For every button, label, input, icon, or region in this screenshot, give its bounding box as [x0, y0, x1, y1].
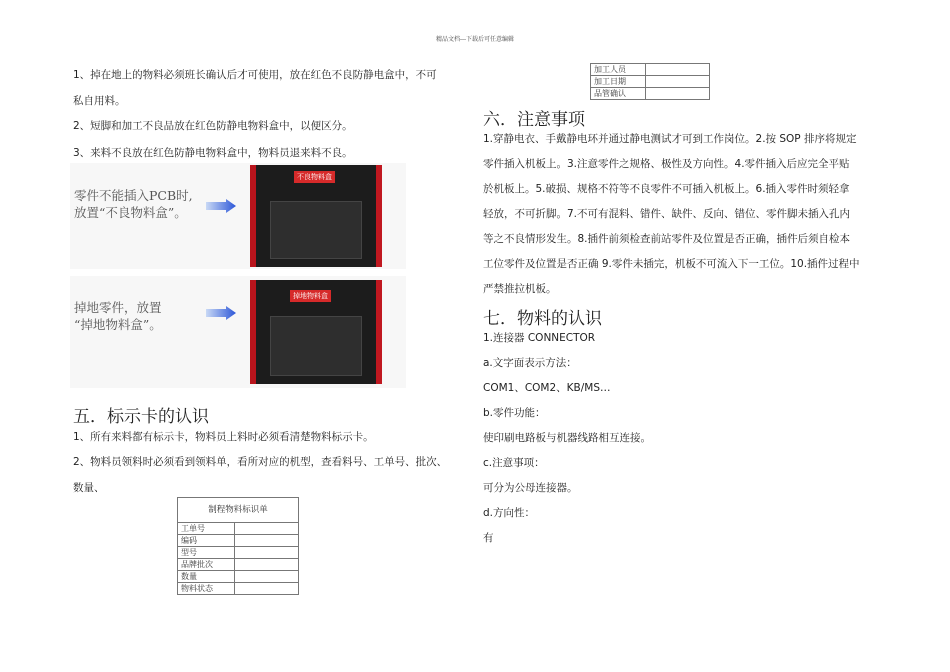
card-field-label: 品牌批次	[178, 559, 235, 571]
section-7-heading: 七．物料的认识	[483, 309, 602, 329]
caption-line-1: 零件不能插入PCB时,	[74, 188, 193, 203]
paragraph-5: 2、物料员领料时必须看到领料单，看所对应的机型，查看料号、工单号、批次、	[73, 456, 448, 468]
caption-line-2: “掉地物料盒”。	[74, 317, 162, 332]
card-field-label: 型号	[178, 547, 235, 559]
defect-box-image	[70, 163, 406, 269]
paragraph-5-cont: 数量、	[73, 482, 105, 494]
material-item: 使印刷电路板与机器线路相互连接。	[483, 432, 651, 444]
material-id-card	[177, 497, 299, 595]
processing-table	[590, 63, 710, 100]
note-line: 於机板上。5.破损、规格不符等不良零件不可插入机板上。6.插入零件时须轻拿	[483, 183, 850, 195]
paragraph-4: 1、所有来料都有标示卡，物料员上料时必须看清楚物料标示卡。	[73, 431, 374, 443]
page-header: 精品文档---下载后可任意编辑	[435, 36, 515, 43]
note-line: 工位零件及位置是否正确 9.零件未插完，机板不可流入下一工位。10.插件过程中	[483, 258, 860, 270]
card-field-label: 工单号	[178, 523, 235, 535]
paragraph-1: 1、掉在地上的物料必须班长确认后才可使用，放在红色不良防静电盒中，不可	[73, 69, 437, 81]
card-field-value	[235, 583, 299, 595]
processing-field-value	[646, 88, 710, 100]
material-item: 有	[483, 532, 494, 544]
dropped-box-photo	[250, 280, 382, 384]
card-field-value	[235, 547, 299, 559]
material-item: 1.连接器 CONNECTOR	[483, 332, 596, 344]
note-line: 等之不良情形发生。8.插件前须检查前站零件及位置是否正确，插件后须自检本	[483, 233, 851, 245]
section-5-heading: 五．标示卡的认识	[73, 407, 209, 427]
card-field-value	[235, 571, 299, 583]
caption-line-1: 掉地零件，放置	[74, 300, 162, 315]
arrow-right-icon	[206, 199, 236, 213]
box-label: 不良物料盒	[294, 171, 335, 183]
material-item: b.零件功能：	[483, 407, 546, 419]
material-item: d.方向性：	[483, 507, 536, 519]
dropped-box-image	[70, 276, 406, 388]
processing-field-label: 加工日期	[591, 76, 646, 88]
note-line: 严禁推拉机板。	[483, 283, 557, 295]
card-field-label: 编码	[178, 535, 235, 547]
material-item: c.注意事项：	[483, 457, 545, 469]
arrow-right-icon	[206, 306, 236, 320]
paragraph-1-cont: 私自用料。	[73, 95, 126, 107]
paragraph-2: 2、短脚和加工不良品放在红色防静电物料盒中，以便区分。	[73, 120, 353, 132]
material-item: a.文字面表示方法：	[483, 357, 577, 369]
card-field-value	[235, 535, 299, 547]
card-field-value	[235, 523, 299, 535]
material-item: 可分为公母连接器。	[483, 482, 578, 494]
note-line: 轻放，不可折脚。7.不可有混料、错件、缺件、反向、错位、零件脚未插入孔内	[483, 208, 851, 220]
processing-field-value	[646, 64, 710, 76]
processing-field-label: 品管确认	[591, 88, 646, 100]
material-item: COM1、COM2、KB/MS…	[483, 382, 611, 394]
note-line: 零件插入机板上。3.注意零件之规格、极性及方向性。4.零件插入后应完全平贴	[483, 158, 850, 170]
processing-field-label: 加工人员	[591, 64, 646, 76]
processing-field-value	[646, 76, 710, 88]
caption-line-2: 放置“不良物料盒”。	[74, 205, 187, 220]
note-line: 1.穿静电衣、手戴静电环并通过静电测试才可到工作岗位。2.按 SOP 排序将规定	[483, 133, 857, 145]
box-label: 掉地物料盒	[290, 290, 331, 302]
card-title: 制程物料标识单	[178, 498, 299, 523]
paragraph-3: 3、来料不良放在红色防静电物料盒中，物料员退来料不良。	[73, 147, 353, 159]
defect-box-photo	[250, 165, 382, 267]
card-field-value	[235, 559, 299, 571]
card-field-label: 数量	[178, 571, 235, 583]
section-6-heading: 六．注意事项	[483, 110, 585, 130]
card-field-label: 物料状态	[178, 583, 235, 595]
